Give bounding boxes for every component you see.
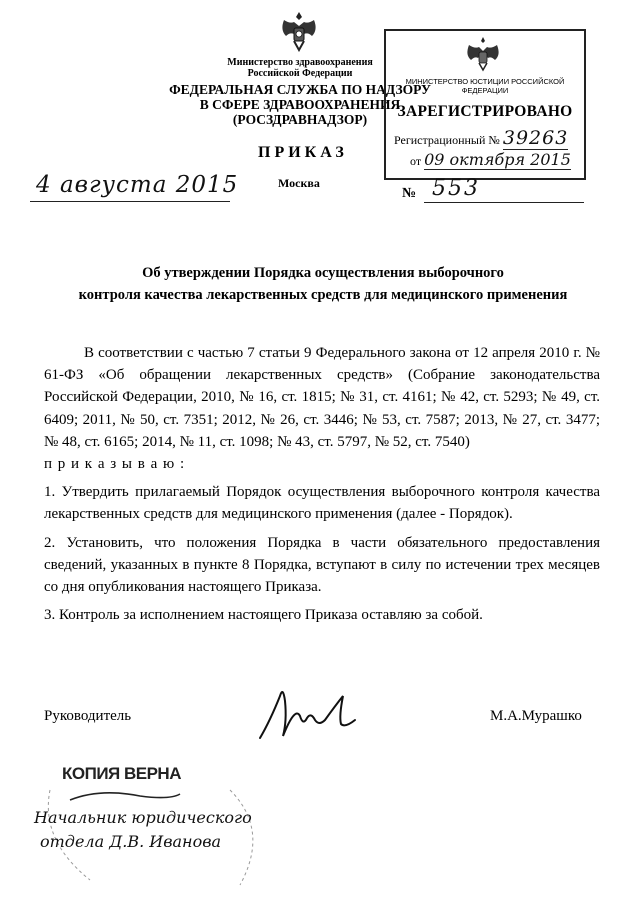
handwritten-order-number: 553 [432,176,480,201]
stamp-reg-label: Регистрационный № [394,133,500,147]
registration-stamp [384,29,586,180]
stamp-reg-number: 39263 [502,127,569,149]
stamp-ministry: МИНИСТЕРСТВО ЮСТИЦИИ РОССИЙСКОЙ ФЕДЕРАЦИИ [405,77,565,95]
copy-handwritten-line2: отдела Д.В. Иванова [40,832,222,851]
stamp-date-value: 09 октября 2015 [424,150,571,169]
order-number-prefix: № [402,186,417,201]
handwritten-date: 4 августа 2015 [36,172,239,198]
ministry-name-line1: Министерство здравоохранения [227,57,373,68]
order-item-1: 1. Утвердить прилагаемый Порядок осуществления выборочного контроля качества лекарственных средств для медицинского применения (далее - Порядок). [44,484,600,523]
document-type: ПРИКАЗ [258,144,348,161]
service-name-line1: ФЕДЕРАЛЬНАЯ СЛУЖБА ПО НАДЗОРУ [169,82,431,97]
order-item-3: 3. Контроль за исполнением настоящего Приказа оставляю за собой. [44,607,483,624]
order-title-line1: Об утверждении Порядка осуществления выборочного [142,265,504,281]
stamp-title: ЗАРЕГИСТРИРОВАНО [397,103,573,120]
copy-handwritten-line1: Начальник юридического [34,808,252,827]
stamp-emblem-icon [464,35,502,73]
order-word: п р и к а з ы в а ю : [44,456,186,473]
stamp-date-label: от [410,154,422,168]
service-name-line3: (РОСЗДРАВНАДЗОР) [232,112,368,127]
city: Москва [278,176,320,190]
preamble-paragraph: В соответствии с частью 7 статьи 9 Федерального закона от 12 апреля 2010 г. № 61-ФЗ «Об обращении лекарственных средств» (Собрание законодательства Российской Федерации, 2010, № 16, ст. 1815; № 31, ст. 4161; № 42, ст. 5293; № 49, ст. 6409; 2011, № 50, ст. 7351; 2012, № 26, ст. 3446; № 53, ст. 7587; 2013, № 27, ст. 3477; № 48, ст. 6165; 2014, № 11, ст. 1098; № 43, ст. 5797, № 52, ст. 7540) [44,345,600,450]
copy-stamp-text: КОПИЯ ВЕРНА [62,764,181,783]
order-item-2: 2. Установить, что положения Порядка в части обязательного предоставления сведений, указанных в пункте 8 Порядка, вступают в силу по истечении трех месяцев со дня опубликования настоящего Приказа. [44,534,600,596]
service-name-line2: В СФЕРЕ ЗДРАВООХРАНЕНИЯ [199,97,401,112]
date-underline [30,201,230,202]
ministry-name-line2: Российской Федерации [247,68,353,79]
signatory-name: М.А.Мурашко [490,708,582,724]
emblem-icon [278,8,320,52]
handwritten-signature [255,676,365,756]
number-underline [424,202,584,203]
signatory-position: Руководитель [44,708,132,724]
order-title-line2: контроля качества лекарственных средств для медицинского применения [78,287,568,303]
